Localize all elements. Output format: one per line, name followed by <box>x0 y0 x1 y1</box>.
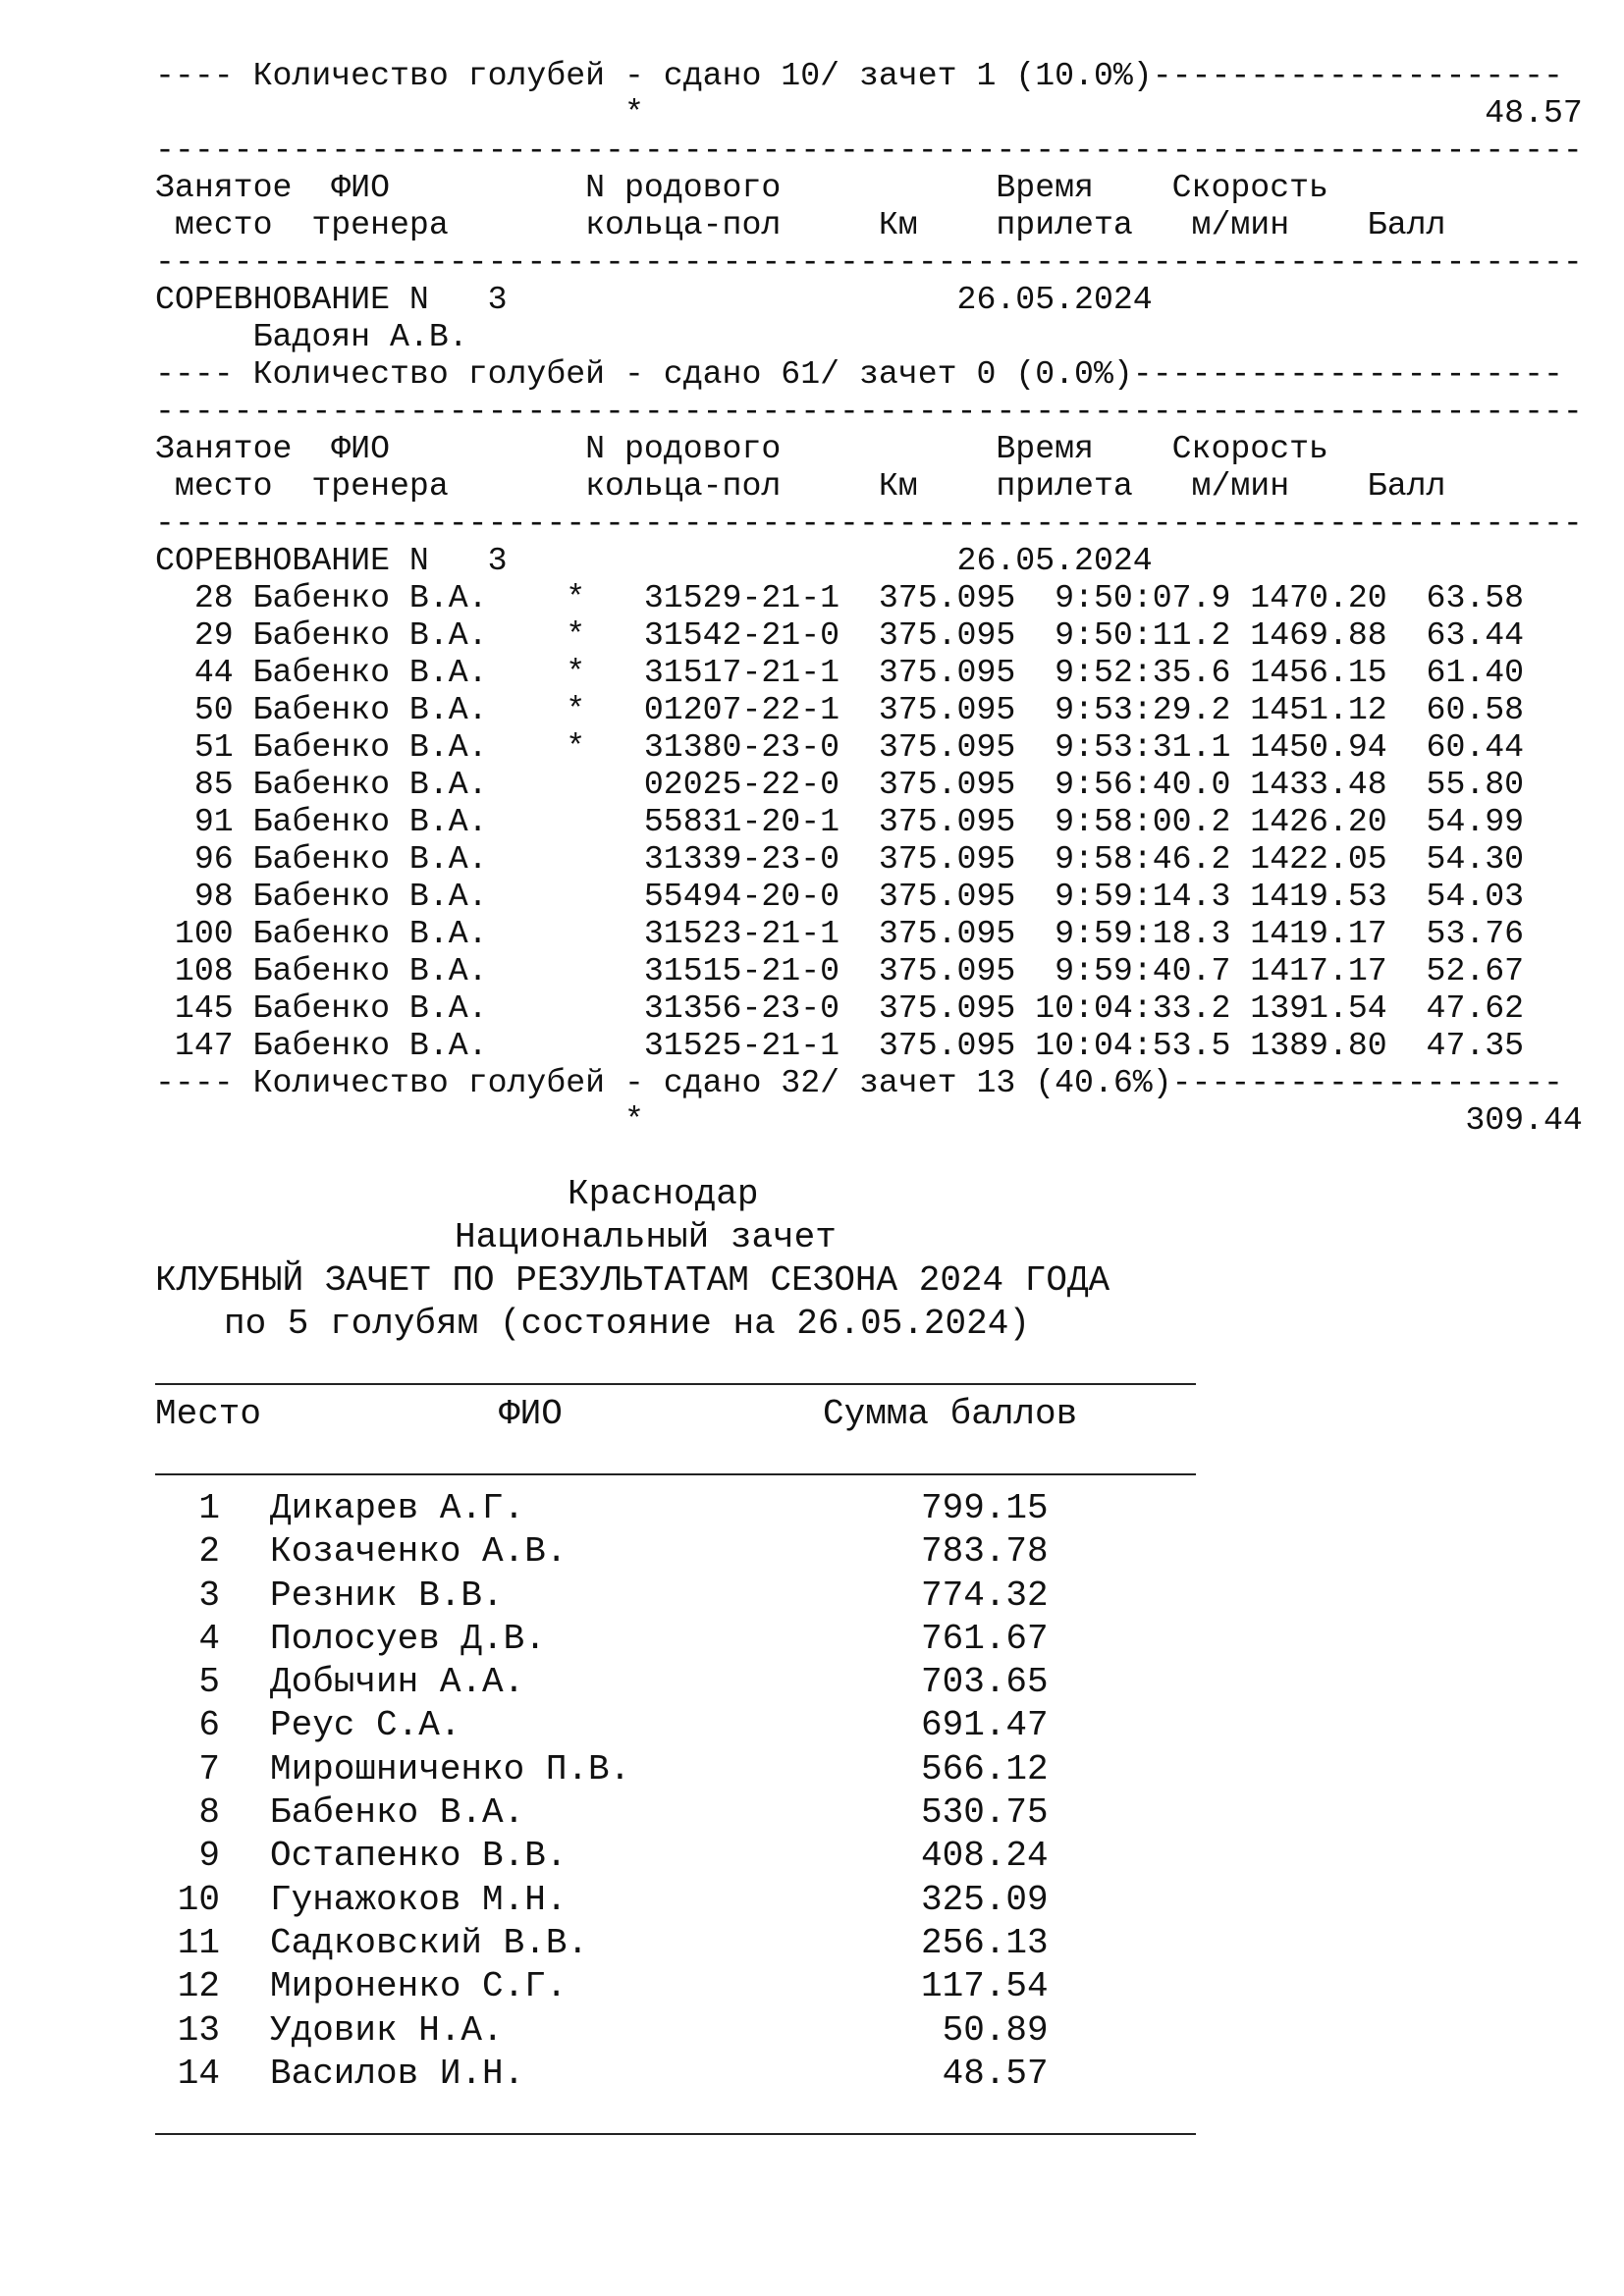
row-name: Добычин А.А. <box>270 1662 525 1703</box>
row-name: Резник В.В. <box>270 1575 504 1616</box>
row-sum: 774.32 <box>921 1575 1049 1616</box>
row-sum: 566.12 <box>921 1748 1049 1789</box>
header-place: Место <box>155 1394 262 1434</box>
row-place: 7 <box>198 1748 220 1789</box>
row-place: 3 <box>198 1575 220 1616</box>
standings-row <box>155 2009 1196 2053</box>
row-place: 4 <box>198 1618 220 1659</box>
row-name: Мирошниченко П.В. <box>270 1748 631 1789</box>
report-line: СОРЕВНОВАНИЕ N 3 26.05.2024 <box>155 542 1153 579</box>
report-line: Занятое ФИО N родового Время Скорость <box>155 430 1328 467</box>
report-line: ------------------------------------------------------------------------- <box>155 505 1583 542</box>
row-name: Садковский В.В. <box>270 1922 589 1963</box>
row-name: Удовик Н.А. <box>270 2009 504 2051</box>
standings-row <box>155 1791 1196 1835</box>
row-place: 11 <box>177 1922 220 1963</box>
row-name: Василов И.Н. <box>270 2053 525 2094</box>
race-results-printout <box>155 57 1583 1139</box>
report-line: 100 Бабенко В.А. 31523-21-1 375.095 9:59:18.3 1419.17 53.76 <box>155 915 1525 952</box>
standings-date-line: по 5 голубям (состояние на 26.05.2024) <box>224 1304 1030 1344</box>
report-line: ---- Количество голубей - сдано 61/ зачет 0 (0.0%)---------------------- <box>155 355 1563 393</box>
row-place: 10 <box>177 1879 220 1920</box>
row-name: Мироненко С.Г. <box>270 1966 568 2007</box>
row-place: 8 <box>198 1792 220 1834</box>
row-sum: 256.13 <box>921 1922 1049 1963</box>
table-header-rule <box>155 1473 1196 1475</box>
report-line: 44 Бабенко В.А. * 31517-21-1 375.095 9:52:35.6 1456.15 61.40 <box>155 654 1525 691</box>
report-line: ------------------------------------------------------------------------- <box>155 243 1583 281</box>
report-line: * 48.57 <box>155 94 1583 132</box>
report-line: Занятое ФИО N родового Время Скорость <box>155 169 1328 206</box>
standings-row <box>155 1965 1196 2008</box>
standings-city: Краснодар <box>568 1174 759 1214</box>
report-line: 91 Бабенко В.А. 55831-20-1 375.095 9:58:00.2 1426.20 54.99 <box>155 803 1525 840</box>
row-place: 12 <box>177 1966 220 2007</box>
report-line: * 309.44 <box>155 1101 1583 1139</box>
row-sum: 691.47 <box>921 1705 1049 1746</box>
standings-row <box>155 1835 1196 1878</box>
standings-row <box>155 1530 1196 1574</box>
club-standings <box>155 1173 1196 2135</box>
row-sum: 761.67 <box>921 1618 1049 1659</box>
row-name: Козаченко А.В. <box>270 1531 568 1573</box>
row-name: Бабенко В.А. <box>270 1792 525 1834</box>
report-line: место тренера кольца-пол Км прилета м/мин Балл <box>155 206 1446 243</box>
standings-row <box>155 2053 1196 2096</box>
report-line: 28 Бабенко В.А. * 31529-21-1 375.095 9:50:07.9 1470.20 63.58 <box>155 579 1525 616</box>
standings-row <box>155 1575 1196 1618</box>
row-place: 9 <box>198 1836 220 1877</box>
report-line: ---- Количество голубей - сдано 10/ зачет 1 (10.0%)--------------------- <box>155 57 1563 94</box>
row-sum: 50.89 <box>921 2009 1049 2051</box>
row-sum: 325.09 <box>921 1879 1049 1920</box>
report-line: 29 Бабенко В.А. * 31542-21-0 375.095 9:50:11.2 1469.88 63.44 <box>155 616 1525 654</box>
report-line: ------------------------------------------------------------------------- <box>155 393 1583 430</box>
standings-row <box>155 1922 1196 1965</box>
row-name: Остапенко В.В. <box>270 1836 568 1877</box>
row-sum: 703.65 <box>921 1662 1049 1703</box>
header-sum: Сумма баллов <box>823 1394 1078 1434</box>
standings-row <box>155 1704 1196 1747</box>
report-line: 96 Бабенко В.А. 31339-23-0 375.095 9:58:46.2 1422.05 54.30 <box>155 840 1525 878</box>
row-place: 2 <box>198 1531 220 1573</box>
report-line: место тренера кольца-пол Км прилета м/мин Балл <box>155 467 1446 505</box>
row-place: 5 <box>198 1662 220 1703</box>
report-line: 98 Бабенко В.А. 55494-20-0 375.095 9:59:14.3 1419.53 54.03 <box>155 878 1525 915</box>
report-line: 108 Бабенко В.А. 31515-21-0 375.095 9:59:40.7 1417.17 52.67 <box>155 952 1525 989</box>
row-sum: 799.15 <box>921 1488 1049 1528</box>
row-sum: 783.78 <box>921 1531 1049 1573</box>
table-bottom-rule <box>155 2133 1196 2135</box>
row-name: Дикарев А.Г. <box>270 1488 525 1528</box>
standings-title: КЛУБНЫЙ ЗАЧЕТ ПО РЕЗУЛЬТАТАМ СЕЗОНА 2024 ГОДА <box>155 1260 1110 1301</box>
row-sum: 530.75 <box>921 1792 1049 1834</box>
row-sum: 48.57 <box>921 2053 1049 2094</box>
row-name: Полосуев Д.В. <box>270 1618 546 1659</box>
row-place: 6 <box>198 1705 220 1746</box>
row-place: 13 <box>177 2009 220 2051</box>
row-place: 1 <box>198 1488 220 1528</box>
standings-rows <box>155 1487 1196 2096</box>
report-line: 145 Бабенко В.А. 31356-23-0 375.095 10:04:33.2 1391.54 47.62 <box>155 989 1525 1027</box>
standings-row <box>155 1661 1196 1704</box>
row-place: 14 <box>177 2053 220 2094</box>
standings-header <box>155 1393 1196 1436</box>
row-name: Гунажоков М.Н. <box>270 1879 568 1920</box>
row-sum: 117.54 <box>921 1966 1049 2007</box>
report-line: 85 Бабенко В.А. 02025-22-0 375.095 9:56:40.0 1433.48 55.80 <box>155 766 1525 803</box>
standings-row <box>155 1879 1196 1922</box>
row-sum: 408.24 <box>921 1836 1049 1877</box>
standings-subtitle: Национальный зачет <box>455 1217 837 1257</box>
report-line: 50 Бабенко В.А. * 01207-22-1 375.095 9:53:29.2 1451.12 60.58 <box>155 691 1525 728</box>
report-line: Бадоян А.В. <box>155 318 468 355</box>
table-top-rule <box>155 1383 1196 1385</box>
report-line: ------------------------------------------------------------------------- <box>155 132 1583 169</box>
standings-row <box>155 1748 1196 1791</box>
report-line: 51 Бабенко В.А. * 31380-23-0 375.095 9:53:31.1 1450.94 60.44 <box>155 728 1525 766</box>
report-line: 147 Бабенко В.А. 31525-21-1 375.095 10:04:53.5 1389.80 47.35 <box>155 1027 1525 1064</box>
standings-row <box>155 1618 1196 1661</box>
row-name: Реус С.А. <box>270 1705 461 1746</box>
report-line: ---- Количество голубей - сдано 32/ зачет 13 (40.6%)-------------------- <box>155 1064 1563 1101</box>
report-line: СОРЕВНОВАНИЕ N 3 26.05.2024 <box>155 281 1153 318</box>
header-name: ФИО <box>499 1394 563 1434</box>
standings-row <box>155 1487 1196 1530</box>
